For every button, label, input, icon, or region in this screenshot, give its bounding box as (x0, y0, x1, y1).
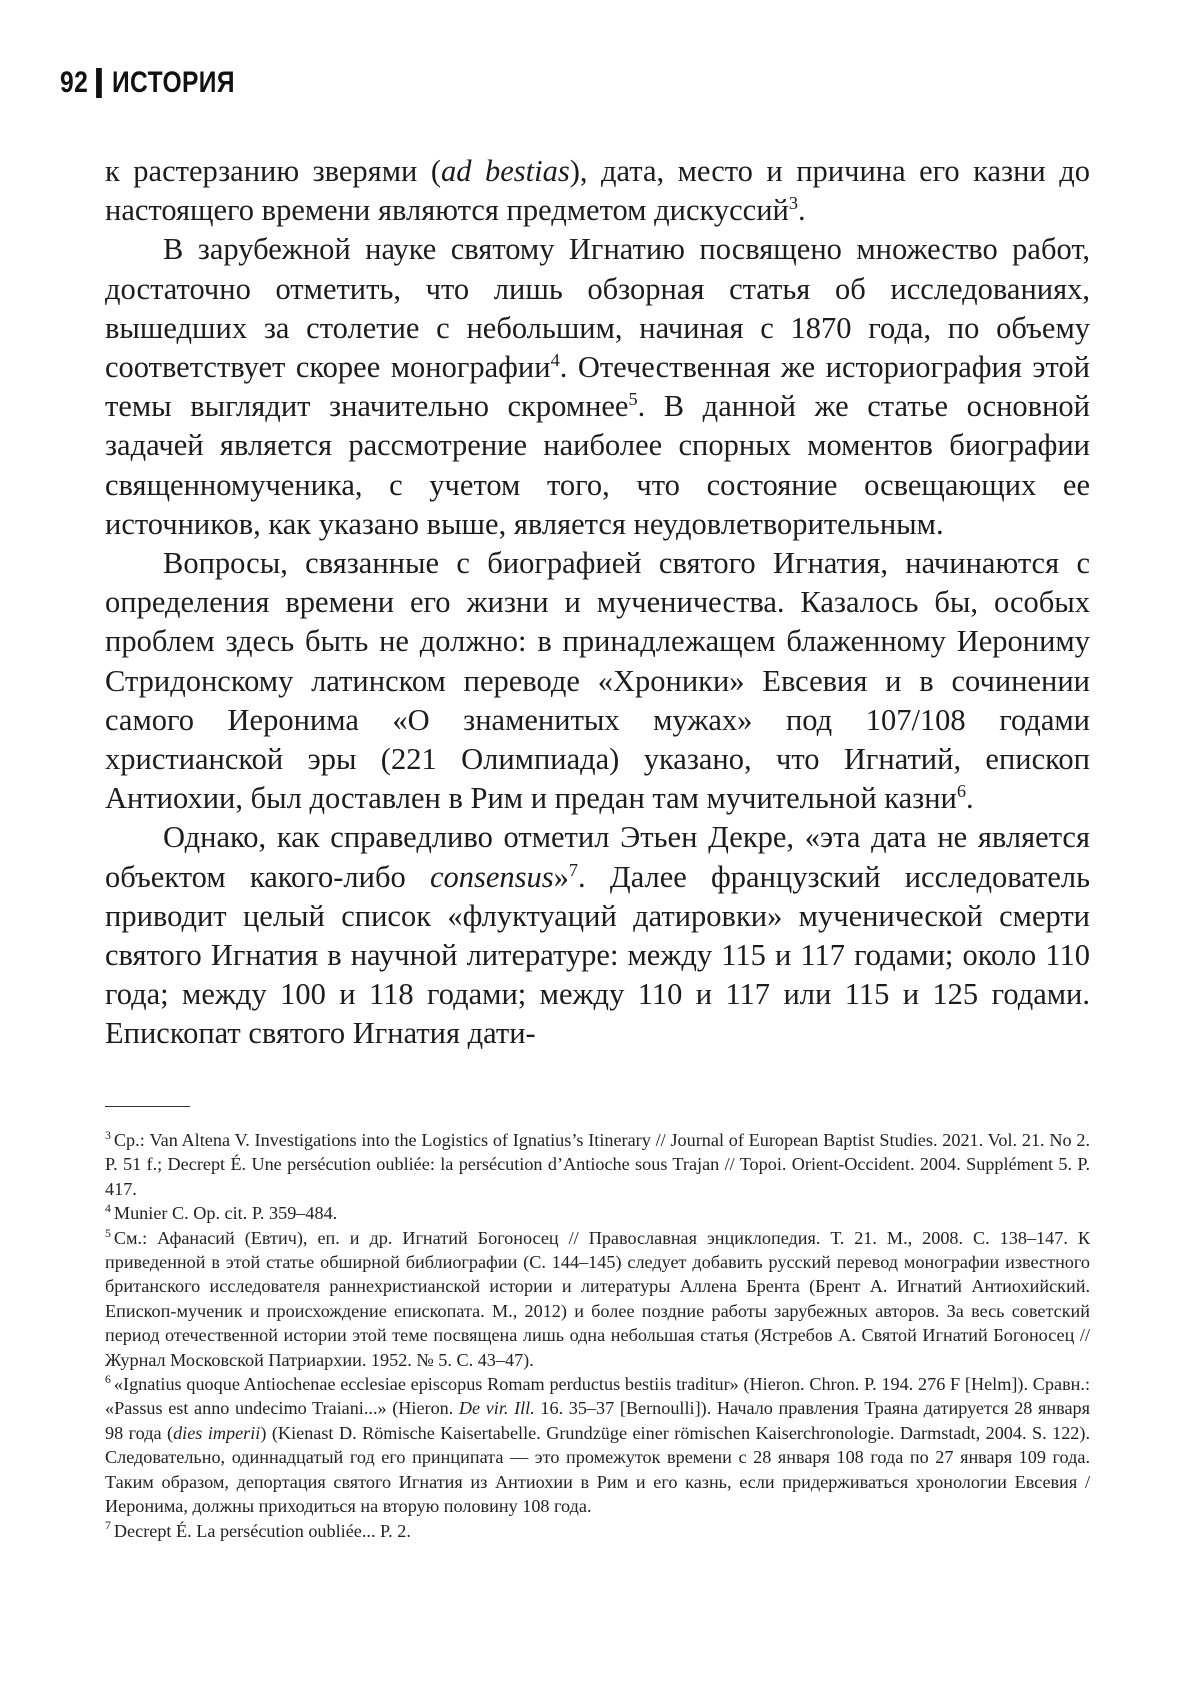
footnote-text: См.: Афанасий (Евтич), еп. и др. Игнатий Богоносец // Православная энциклопедия. Т. 21. М., 2008. С. 138–147. К приведенной в этой статье обширной библиографии (С. 144–145) следует добавить русский перевод монографии известного британского исследователя раннехристианской истории и литературы Аллена Брента (Брент А. Игнатий Антиохийский. Епископ-мученик и происхождение епископата. М., 2012) и более поздние работы зарубежных авторов. За весь советский период отечественной истории этой теме посвящена лишь одна небольшая статья (Ястребов А. Святой Игнатий Богоносец // Журнал Московской Патриархии. 1952. № 5. С. 43–47). (105, 1227, 1090, 1370)
footnote-text: Munier C. Op. cit. P. 359–484. (113, 1203, 338, 1224)
paragraph-1 (105, 152, 1090, 230)
footnote-number: 5 (105, 1225, 111, 1240)
italic-term: consensus (429, 859, 554, 894)
text-run: . Далее французский исследователь приводит целый список «флуктуаций датировки» мученической смерти святого Игнатия в научной литературе: между 115 и 117 годами; около 110 года; между 100 и 118 годами; между 110 и 117 или 115 и 125 годами. Епископат святого Игнатия дати- (105, 859, 1090, 1051)
text-run: . Отечественная же историография этой темы выглядит значительно скромнее (105, 350, 1090, 424)
running-head (60, 66, 235, 100)
footnote-ref-5[interactable]: 5 (628, 389, 638, 410)
footnote-7 (105, 1519, 1090, 1543)
footnote-text: «Ignatius quoque Antiochenae ecclesiae episcopus Romam perductus bestiis traditur» (Hieron. Chron. P. 194. 276 F [Helm]). Сравн.: «Passus est anno undecimo Traiani...» (Hieron. (105, 1374, 1090, 1419)
footnote-ref-4[interactable]: 4 (550, 349, 560, 370)
text-run: к растерзанию зверями ( (105, 154, 441, 188)
footnote-text: ) (Kienast D. Römische Kaisertabelle. Grundzüge einer römischen Kaiserchronologie. Darmstadt, 2004. S. 122). Следовательно, одиннадцатый год его принципата — это промежуток времени с 28 января 108 года по 27 января 109 года. Таким образом, депортация святого Игнатия из Антиохии в Рим и его казнь, если придерживаться хронологии Евсевия / Иеронима, должны приходиться на вторую половину 108 года. (105, 1422, 1090, 1517)
italic-term: De vir. Ill. (458, 1398, 535, 1419)
footnote-ref-7[interactable]: 7 (568, 859, 579, 880)
header-separator (96, 68, 102, 98)
footnotes (105, 1128, 1090, 1543)
footnote-4 (105, 1201, 1090, 1225)
footnote-ref-3[interactable]: 3 (788, 193, 798, 214)
main-text (105, 152, 1090, 1054)
text-run: Однако, как справедливо отметил Этьен Декре, «эта дата не является объектом какого-либо (105, 820, 1090, 894)
text-run: . В данной же статье основной задачей является рассмотрение наиболее спорных моментов биографии священномученика, с учетом того, что состояние освещающих ее источников, как указано выше, является неудовлетворительным. (105, 389, 1090, 541)
footnote-text: Decrept É. La persécution oubliée... P. 2. (113, 1520, 411, 1541)
footnote-number: 3 (105, 1127, 111, 1142)
text-run: . (966, 781, 974, 816)
footnote-text: 16. 35–37 [Bernoulli]). Начало правления Траяна датируется 28 января 98 года ( (105, 1398, 1090, 1443)
footnote-number: 6 (105, 1372, 111, 1386)
italic-term: ad bestias (440, 154, 570, 188)
text-run: » (553, 859, 569, 894)
text-run: . (797, 193, 806, 228)
footnote-6 (105, 1372, 1090, 1518)
footnote-number: 7 (105, 1518, 111, 1533)
italic-term: dies imperii (173, 1422, 261, 1443)
section-title: ИСТОРИЯ (111, 66, 235, 99)
footnote-rule (105, 1106, 190, 1107)
text-run: ), дата, место и причина его казни до настоящего времени являются предметом дискуссий (105, 154, 1090, 228)
paragraph-2 (105, 230, 1090, 544)
footnote-ref-6[interactable]: 6 (956, 781, 967, 802)
footnote-3 (105, 1128, 1090, 1201)
footnote-5 (105, 1226, 1090, 1372)
paragraph-4 (105, 818, 1090, 1053)
footnote-text: Ср.: Van Altena V. Investigations into the Logistics of Ignatius’s Itinerary // Journal of European Baptist Studies. 2021. Vol. 21. No 2. P. 51 f.; Decrept É. Une persécution oubliée: la persécution d’Antioche sous Trajan // Topoi. Orient-Occident. 2004. Supplément 5. P. 417. (105, 1130, 1090, 1199)
page-number: 92 (60, 66, 89, 99)
text-run: Вопросы, связанные с биографией святого Игнатия, начинаются с определения времени его жизни и мученичества. Казалось бы, особых проблем здесь быть не должно: в принадлежащем блаженному Иерониму Стридонскому латинском переводе «Хроники» Евсевия и в сочинении самого Иеронима «О знаменитых мужах» под 107/108 годами христианской эры (221 Олимпиада) указано, что Игнатий, епископ Антиохии, был доставлен в Рим и предан там мучительной казни (105, 546, 1090, 816)
paragraph-3 (105, 544, 1090, 818)
footnote-number: 4 (105, 1201, 111, 1216)
text-run: В зарубежной науке святому Игнатию посвящено множество работ, достаточно отметить, что лишь обзорная статья об исследованиях, вышедших за столетие с небольшим, начиная с 1870 года, по объему соответствует скорее монографии (105, 232, 1090, 385)
